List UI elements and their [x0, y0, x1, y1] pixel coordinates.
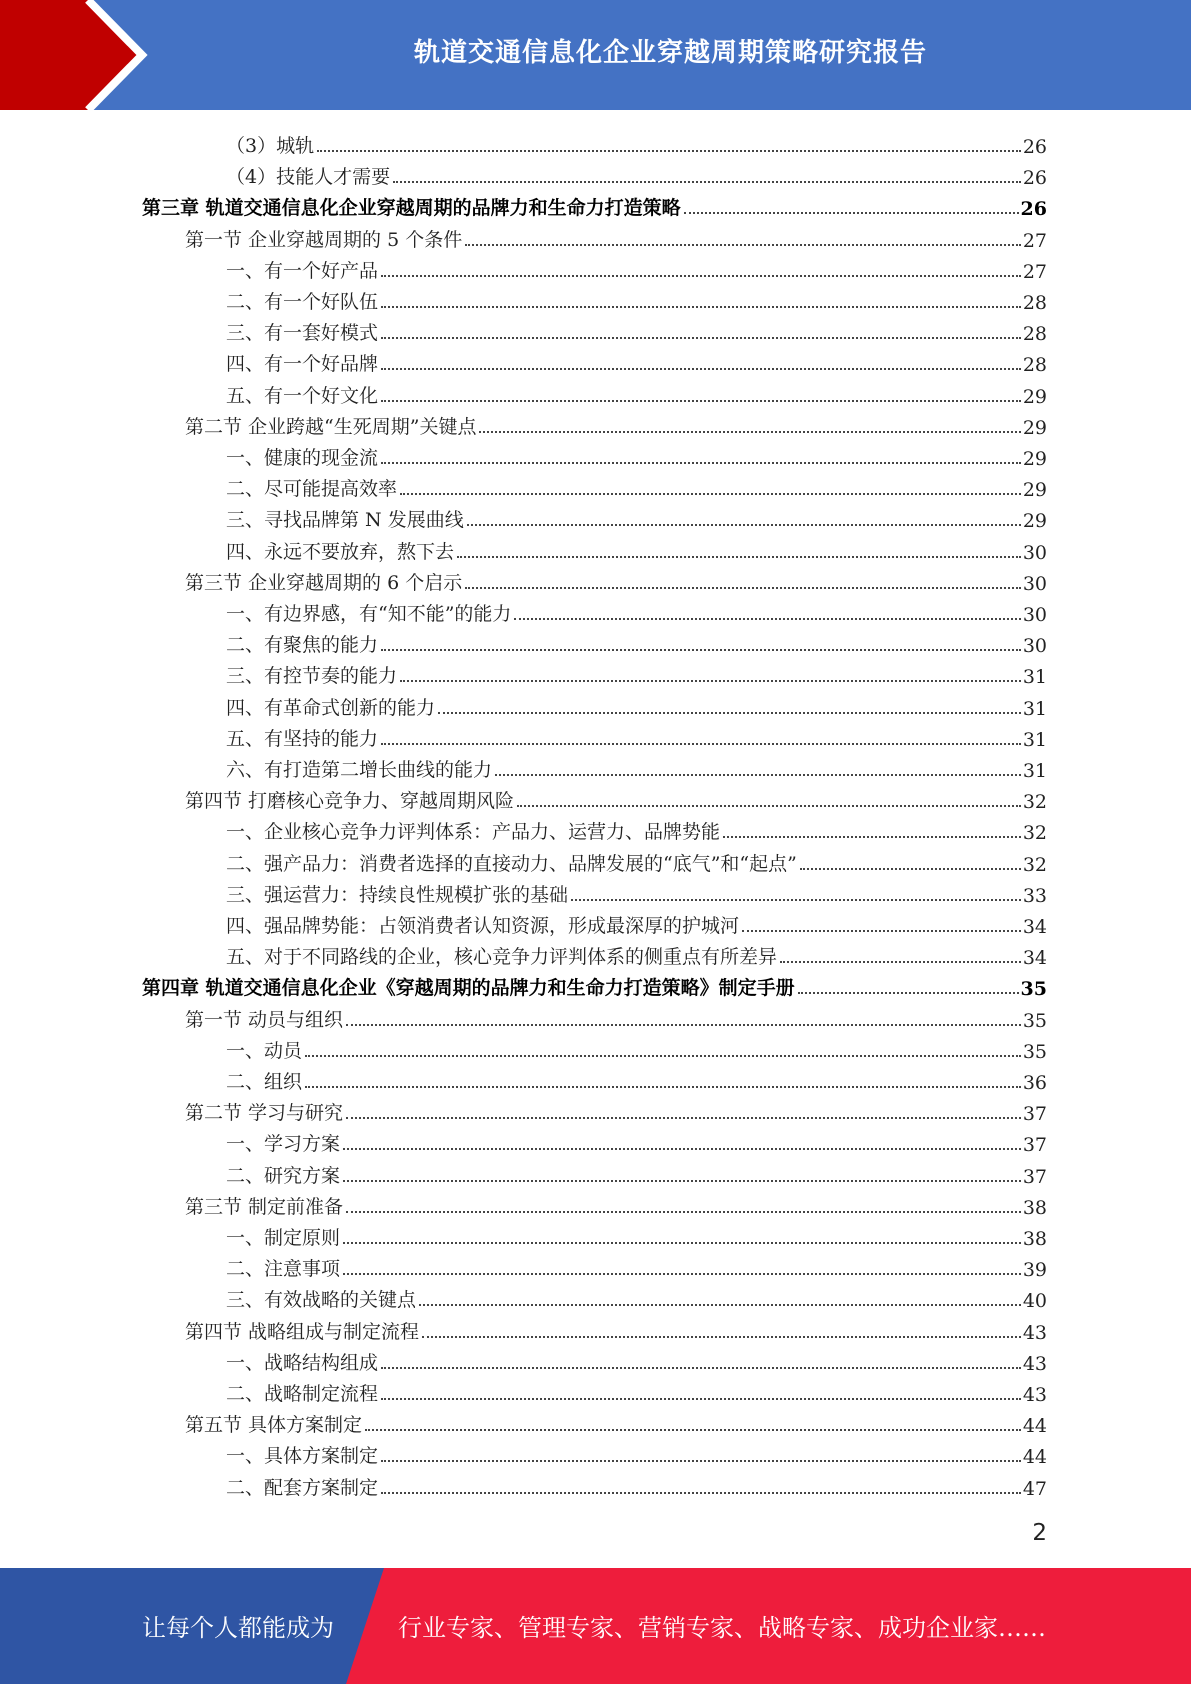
toc-entry-label: 四、有革命式创新的能力 — [226, 696, 436, 719]
toc-entry-page: 37 — [1022, 1134, 1047, 1157]
toc-subsection-entry[interactable] — [226, 845, 1047, 876]
toc-entry-label: 第一节 动员与组织 — [185, 1008, 344, 1031]
toc-entry-page: 36 — [1022, 1072, 1047, 1094]
toc-entry-page: 31 — [1022, 697, 1047, 720]
toc-dot-leader — [381, 1398, 1021, 1400]
toc-subsection-entry[interactable] — [226, 595, 1047, 626]
toc-subsection-entry[interactable] — [226, 1437, 1047, 1468]
toc-entry-label: 二、战略制定流程 — [226, 1383, 379, 1405]
toc-entry-label: 一、健康的现金流 — [226, 447, 379, 469]
toc-dot-leader — [780, 961, 1021, 963]
toc-dot-leader — [305, 1055, 1021, 1057]
toc-dot-leader — [381, 337, 1021, 339]
toc-dot-leader — [305, 1086, 1021, 1088]
toc-subsection-entry[interactable] — [226, 127, 1047, 158]
toc-subsection-entry[interactable] — [226, 813, 1047, 844]
toc-dot-leader — [800, 868, 1021, 870]
toc-subsection-entry[interactable] — [226, 1125, 1047, 1156]
toc-dot-leader — [381, 462, 1021, 464]
toc-subsection-entry[interactable] — [226, 158, 1047, 189]
toc-entry-label: 三、有一套好模式 — [226, 322, 379, 345]
toc-entry-label: 三、有效战略的关键点 — [226, 1289, 417, 1312]
toc-dot-leader — [381, 275, 1021, 277]
toc-entry-page: 47 — [1022, 1477, 1047, 1500]
toc-dot-leader — [465, 587, 1021, 589]
toc-entry-label: 第二节 企业跨越“生死周期”关键点 — [185, 415, 477, 438]
toc-subsection-entry[interactable] — [226, 1344, 1047, 1375]
toc-entry-page: 35 — [1020, 978, 1047, 1001]
toc-entry-page: 28 — [1022, 323, 1047, 346]
toc-subsection-entry[interactable] — [226, 501, 1047, 532]
toc-dot-leader — [684, 212, 1019, 214]
toc-entry-page: 35 — [1022, 1040, 1047, 1063]
toc-subsection-entry[interactable] — [226, 876, 1047, 907]
toc-entry-page: 26 — [1022, 167, 1047, 190]
toc-subsection-entry[interactable] — [226, 1063, 1047, 1094]
toc-subsection-entry[interactable] — [226, 657, 1047, 688]
toc-entry-label: 五、有坚持的能力 — [226, 727, 379, 750]
toc-entry-label: 一、制定原则 — [226, 1227, 341, 1249]
toc-entry-label: 一、企业核心竞争力评判体系：产品力、运营力、品牌势能 — [226, 821, 721, 844]
toc-entry-page: 35 — [1022, 1009, 1047, 1032]
toc-dot-leader — [343, 1273, 1021, 1275]
toc-section-entry[interactable] — [185, 1094, 1047, 1125]
toc-entry-label: （4）技能人才需要 — [226, 166, 391, 189]
toc-dot-leader — [381, 649, 1021, 651]
toc-entry-label: 一、学习方案 — [226, 1133, 341, 1156]
toc-entry-page: 29 — [1022, 479, 1047, 502]
toc-section-entry[interactable] — [185, 782, 1047, 813]
toc-entry-page: 26 — [1022, 136, 1047, 158]
toc-section-entry[interactable] — [185, 1188, 1047, 1219]
toc-dot-leader — [381, 743, 1021, 745]
toc-dot-leader — [365, 1429, 1021, 1431]
toc-entry-label: 六、有打造第二增长曲线的能力 — [226, 759, 493, 781]
page-number: 2 — [1032, 1520, 1047, 1546]
toc-entry-page: 26 — [1020, 198, 1047, 221]
toc-dot-leader — [495, 774, 1021, 776]
toc-entry-label: 四、永远不要放弃，熬下去 — [226, 540, 455, 563]
toc-entry-label: 第五节 具体方案制定 — [185, 1414, 363, 1437]
toc-entry-label: 一、战略结构组成 — [226, 1351, 379, 1374]
toc-entry-page: 34 — [1022, 947, 1047, 970]
toc-entry-label: 一、具体方案制定 — [226, 1445, 379, 1468]
toc-dot-leader — [381, 400, 1021, 402]
toc-entry-page: 30 — [1022, 604, 1047, 626]
toc-entry-page: 43 — [1022, 1352, 1047, 1375]
toc-dot-leader — [798, 992, 1019, 994]
toc-entry-label: 二、强产品力：消费者选择的直接动力、品牌发展的“底气”和“起点” — [226, 852, 797, 875]
toc-entry-label: 一、有一个好产品 — [226, 259, 379, 282]
toc-entry-page: 32 — [1022, 822, 1047, 845]
toc-entry-page: 28 — [1022, 292, 1047, 314]
footer-slogan-left: 让每个人都能成为 — [142, 1614, 334, 1642]
toc-entry-page: 44 — [1022, 1415, 1047, 1438]
toc-subsection-entry[interactable] — [226, 345, 1047, 376]
toc-section-entry[interactable] — [185, 1313, 1047, 1344]
toc-dot-leader — [467, 524, 1021, 526]
toc-subsection-entry[interactable] — [226, 1469, 1047, 1500]
toc-entry-label: 第三节 企业穿越周期的 6 个启示 — [185, 571, 463, 594]
toc-entry-page: 29 — [1022, 448, 1047, 470]
toc-dot-leader — [479, 431, 1020, 433]
toc-chapter-entry[interactable] — [142, 189, 1047, 220]
toc-subsection-entry[interactable] — [226, 689, 1047, 720]
toc-dot-leader — [571, 899, 1021, 901]
toc-subsection-entry[interactable] — [226, 751, 1047, 782]
toc-entry-page: 40 — [1022, 1290, 1047, 1313]
toc-entry-label: 五、对于不同路线的企业，核心竞争力评判体系的侧重点有所差异 — [226, 946, 778, 969]
toc-entry-page: 30 — [1022, 572, 1047, 595]
toc-dot-leader — [343, 1148, 1021, 1150]
toc-entry-label: 第四节 打磨核心竞争力、穿越周期风险 — [185, 790, 515, 813]
toc-subsection-entry[interactable] — [226, 1032, 1047, 1063]
toc-subsection-entry[interactable] — [226, 252, 1047, 283]
toc-entry-page: 44 — [1022, 1446, 1047, 1469]
toc-entry-page: 43 — [1022, 1384, 1047, 1406]
toc-subsection-entry[interactable] — [226, 938, 1047, 969]
toc-entry-page: 34 — [1022, 916, 1047, 938]
toc-entry-label: 三、寻找品牌第 N 发展曲线 — [226, 509, 464, 532]
toc-dot-leader — [514, 618, 1020, 620]
toc-subsection-entry[interactable] — [226, 1157, 1047, 1188]
toc-entry-page: 27 — [1022, 260, 1047, 283]
toc-entry-label: 第三章 轨道交通信息化企业穿越周期的品牌力和生命力打造策略 — [142, 197, 681, 220]
toc-entry-page: 32 — [1022, 853, 1047, 876]
toc-entry-page: 28 — [1022, 354, 1047, 377]
toc-subsection-entry[interactable] — [226, 439, 1047, 470]
toc-entry-page: 29 — [1022, 385, 1047, 408]
toc-subsection-entry[interactable] — [226, 314, 1047, 345]
toc-dot-leader — [723, 836, 1021, 838]
toc-dot-leader — [465, 244, 1021, 246]
toc-dot-leader — [381, 1367, 1021, 1369]
toc-entry-label: 二、尽可能提高效率 — [226, 478, 398, 501]
toc-dot-leader — [317, 150, 1021, 152]
toc-subsection-entry[interactable] — [226, 1250, 1047, 1281]
toc-entry-page: 29 — [1022, 416, 1047, 439]
toc-entry-label: 二、研究方案 — [226, 1164, 341, 1187]
toc-section-entry[interactable] — [185, 1001, 1047, 1032]
page-header — [0, 0, 1191, 110]
footer-slogan-right: 行业专家、管理专家、营销专家、战略专家、成功企业家…… — [398, 1614, 1046, 1642]
toc-dot-leader — [381, 368, 1021, 370]
toc-dot-leader — [381, 1492, 1021, 1494]
toc-entry-page: 30 — [1022, 541, 1047, 564]
toc-dot-leader — [381, 1460, 1021, 1462]
toc-dot-leader — [400, 493, 1021, 495]
toc-dot-leader — [422, 1336, 1021, 1338]
toc-section-entry[interactable] — [185, 408, 1047, 439]
toc-dot-leader — [419, 1304, 1021, 1306]
toc-dot-leader — [393, 181, 1021, 183]
toc-section-entry[interactable] — [185, 1406, 1047, 1437]
toc-entry-page: 43 — [1022, 1321, 1047, 1344]
toc-section-entry[interactable] — [185, 564, 1047, 595]
toc-entry-page: 31 — [1022, 666, 1047, 689]
toc-subsection-entry[interactable] — [226, 1281, 1047, 1312]
toc-entry-page: 39 — [1022, 1259, 1047, 1282]
toc-dot-leader — [343, 1180, 1021, 1182]
toc-entry-label: 第一节 企业穿越周期的 5 个条件 — [185, 228, 463, 251]
toc-entry-page: 37 — [1022, 1165, 1047, 1188]
toc-entry-label: 二、有一个好队伍 — [226, 291, 379, 313]
toc-dot-leader — [400, 680, 1021, 682]
toc-dot-leader — [438, 712, 1021, 714]
toc-entry-page: 33 — [1022, 884, 1047, 907]
toc-entry-label: 一、有边界感，有“知不能”的能力 — [226, 603, 512, 625]
toc-entry-page: 27 — [1022, 229, 1047, 252]
toc-entry-label: 二、有聚焦的能力 — [226, 634, 379, 657]
toc-dot-leader — [346, 1211, 1021, 1213]
toc-section-entry[interactable] — [185, 221, 1047, 252]
toc-entry-label: 四、强品牌势能：占领消费者认知资源，形成最深厚的护城河 — [226, 915, 740, 937]
toc-dot-leader — [457, 556, 1021, 558]
toc-entry-label: 二、注意事项 — [226, 1258, 341, 1281]
toc-entry-label: 第三节 制定前准备 — [185, 1195, 344, 1218]
toc-subsection-entry[interactable] — [226, 377, 1047, 408]
toc-subsection-entry[interactable] — [226, 533, 1047, 564]
toc-entry-label: 一、动员 — [226, 1039, 303, 1062]
toc-subsection-entry[interactable] — [226, 283, 1047, 314]
toc-entry-page: 38 — [1022, 1196, 1047, 1219]
toc-entry-page: 37 — [1022, 1103, 1047, 1126]
toc-entry-label: 第四章 轨道交通信息化企业《穿越周期的品牌力和生命力打造策略》制定手册 — [142, 977, 795, 1000]
toc-subsection-entry[interactable] — [226, 907, 1047, 938]
toc-entry-page: 29 — [1022, 510, 1047, 533]
toc-dot-leader — [381, 306, 1021, 308]
toc-subsection-entry[interactable] — [226, 470, 1047, 501]
toc-entry-label: 四、有一个好品牌 — [226, 353, 379, 376]
toc-entry-label: 第四节 战略组成与制定流程 — [185, 1320, 420, 1343]
toc-entry-label: 五、有一个好文化 — [226, 384, 379, 407]
toc-subsection-entry[interactable] — [226, 720, 1047, 751]
toc-entry-label: 二、配套方案制定 — [226, 1476, 379, 1499]
toc-entry-page: 30 — [1022, 635, 1047, 658]
toc-subsection-entry[interactable] — [226, 1375, 1047, 1406]
toc-chapter-entry[interactable] — [142, 969, 1047, 1000]
toc-entry-label: 二、组织 — [226, 1071, 303, 1093]
toc-dot-leader — [346, 1024, 1021, 1026]
toc-dot-leader — [343, 1242, 1021, 1244]
toc-entry-label: 第二节 学习与研究 — [185, 1102, 344, 1125]
document-title: 轨道交通信息化企业穿越周期策略研究报告 — [413, 37, 927, 68]
toc-subsection-entry[interactable] — [226, 626, 1047, 657]
toc-dot-leader — [742, 930, 1021, 932]
toc-entry-page: 31 — [1022, 760, 1047, 782]
toc-dot-leader — [346, 1117, 1021, 1119]
toc-entry-page: 38 — [1022, 1228, 1047, 1250]
toc-entry-label: 三、强运营力：持续良性规模扩张的基础 — [226, 883, 569, 906]
toc-dot-leader — [517, 805, 1021, 807]
toc-entry-label: （3）城轨 — [226, 135, 315, 157]
toc-entry-label: 三、有控节奏的能力 — [226, 665, 398, 688]
toc-entry-page: 31 — [1022, 728, 1047, 751]
toc-entry-page: 32 — [1022, 791, 1047, 814]
toc-subsection-entry[interactable] — [226, 1219, 1047, 1250]
